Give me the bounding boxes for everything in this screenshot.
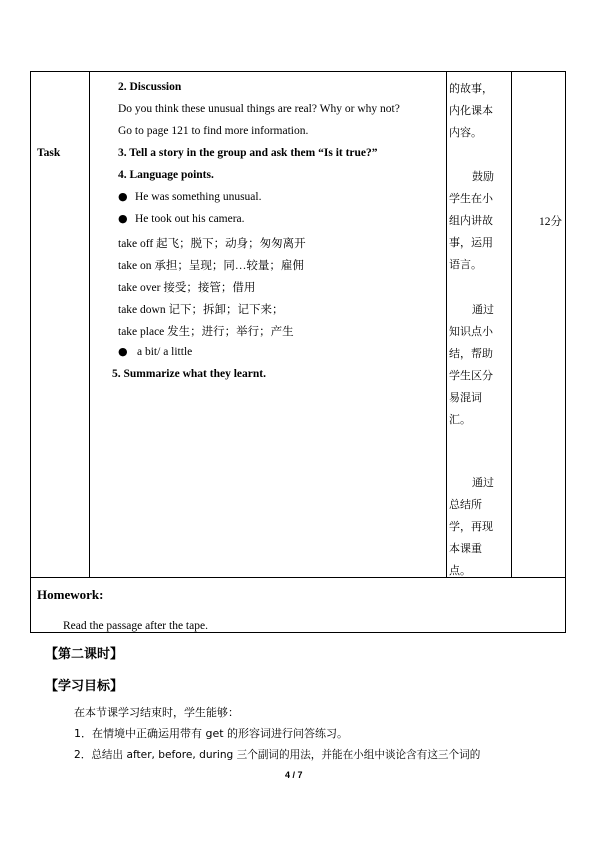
- purpose-line: 的故事，: [449, 82, 493, 95]
- purpose-line: 汇。: [449, 413, 471, 426]
- language-point-a-bit: a bit/ a little: [137, 346, 193, 358]
- lesson-2-heading: 【第二课时】: [45, 647, 124, 662]
- purpose-line: 知识点小: [449, 325, 493, 338]
- purpose-line: 通过: [472, 303, 494, 316]
- table-col-divider-3: [511, 71, 512, 578]
- purpose-line: 总结所: [449, 498, 482, 511]
- page-number: 4 / 7: [285, 770, 303, 780]
- purpose-line: 点。: [449, 564, 471, 577]
- objective-item-2: 2．总结出 after, before, during 三个副词的用法，并能在小组中谈论含有这三个词的: [74, 749, 481, 761]
- purpose-line: 学，再现: [449, 520, 493, 533]
- purpose-line: 鼓励: [472, 170, 494, 183]
- bullet-icon: ●: [118, 190, 128, 203]
- purpose-line: 事，运用: [449, 236, 493, 249]
- table-col-divider-2: [446, 71, 447, 578]
- table-right-border: [565, 71, 566, 633]
- purpose-line: 学生在小: [449, 192, 493, 205]
- table-col-divider-1: [89, 71, 90, 578]
- table-left-border: [30, 71, 31, 633]
- activity-discussion-heading: 2. Discussion: [118, 81, 182, 93]
- activity-tell-story: 3. Tell a story in the group and ask them “Is it true?”: [118, 147, 378, 159]
- activity-language-points: 4. Language points.: [118, 169, 214, 181]
- learning-objectives-heading: 【学习目标】: [45, 679, 124, 694]
- phrase-take-off: take off 起飞；脱下；动身；匆匆离开: [118, 238, 306, 250]
- language-point-sentence-2: He took out his camera.: [135, 213, 245, 225]
- phrase-take-over: take over 接受；接管；借用: [118, 282, 256, 294]
- phrase-take-place: take place 发生；进行；举行；产生: [118, 326, 294, 338]
- homework-text: Read the passage after the tape.: [63, 620, 208, 632]
- activity-question: Do you think these unusual things are real? Why or why not?: [118, 103, 400, 115]
- table-row-divider: [30, 577, 566, 578]
- purpose-line: 结，帮助: [449, 347, 493, 360]
- purpose-line: 易混词: [449, 391, 482, 404]
- phrase-take-down: take down 记下；拆卸；记下来；: [118, 304, 284, 316]
- homework-label: Homework:: [37, 587, 104, 602]
- activity-page-reference: Go to page 121 to find more information.: [118, 125, 309, 137]
- purpose-line: 内容。: [449, 126, 482, 139]
- objective-item-1: 1．在情境中正确运用带有 get 的形容词进行问答练习。: [74, 727, 349, 740]
- activity-summarize: 5. Summarize what they learnt.: [112, 368, 266, 380]
- purpose-line: 学生区分: [449, 369, 493, 382]
- purpose-line: 内化课本: [449, 104, 493, 117]
- language-point-sentence-1: He was something unusual.: [135, 191, 262, 203]
- stage-label: Task: [37, 147, 61, 159]
- time-allocation: 12分: [539, 216, 562, 228]
- phrase-take-on: take on 承担；呈现；同…较量；雇佣: [118, 260, 304, 272]
- purpose-line: 语言。: [449, 258, 482, 271]
- bullet-icon: ●: [118, 212, 128, 225]
- table-top-border: [30, 71, 566, 72]
- table-bottom-border: [30, 632, 566, 633]
- purpose-line: 本课重: [449, 542, 482, 555]
- purpose-line: 通过: [472, 476, 494, 489]
- purpose-line: 组内讲故: [449, 214, 493, 227]
- bullet-icon: ●: [118, 345, 128, 358]
- objectives-intro: 在本节课学习结束时，学生能够：: [74, 706, 239, 719]
